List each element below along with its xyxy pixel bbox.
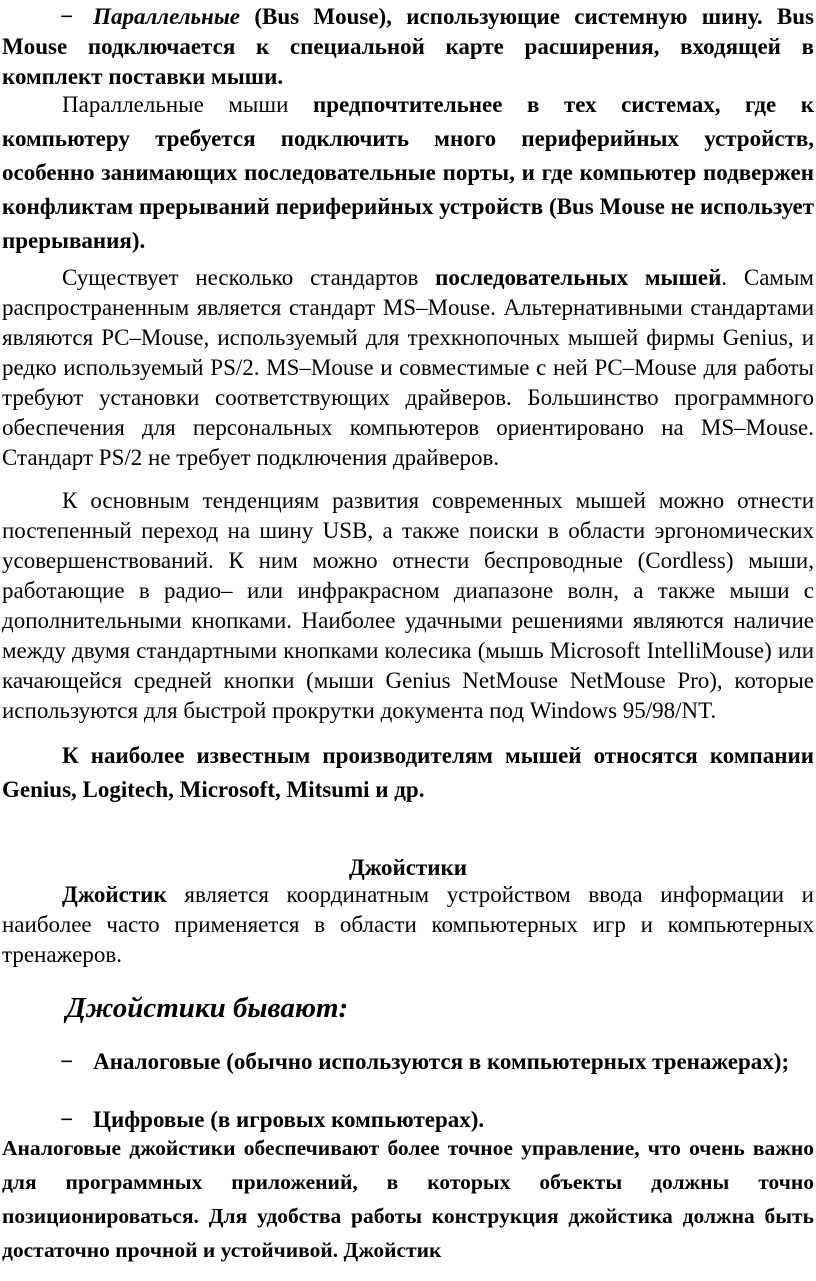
paragraph-serial-standards: [2, 263, 814, 473]
paragraph-text: К основным тенденциям развития современных мышей можно отнести постепенный переход на шину USB, а также поиски в области эргономических усовершенствований. К ним можно отнести беспроводные (Cordless) мыши, работающие в радио– или инфракрасном диапазоне волн, а также мыши с дополнительными кнопками. Наиболее удачными решениями являются наличие между двумя стандартными кнопками колесика (мышь Microsoft IntelliMouse) или качающейся средней кнопки (мыши Genius NetMouse NetMouse Pro), которые используются для быстрой прокрутки документа под Windows 95/98/NT.: [2, 488, 814, 723]
list-dash: −: [60, 1049, 74, 1074]
paragraph-parallel-mice: [2, 2, 814, 92]
paragraph-bold-text: предпочтительнее в тех системах, где к компьютеру требуется подключить много периферийных устройств, особенно занимающих последовательные порты, и где компьютер подвержен конфликтам прерываний периферийных устройств (Bus Mouse не использует прерывания).: [2, 92, 814, 253]
subheading-joystick-types: Джойстики бывают:: [66, 992, 349, 1024]
paragraph-analog-joysticks: [2, 1131, 814, 1267]
list-dash: −: [60, 1107, 74, 1132]
list-item-text: Аналоговые (обычно используются в компьютерных тренажерах);: [93, 1049, 790, 1074]
paragraph-text: К наиболее известным производителям мышей относятся компании Genius, Logitech, Microsoft, Mitsumi и др.: [2, 743, 814, 802]
paragraph-text: (Bus Mouse), использующие системную шину. Bus Mouse подключается к специальной карте расширения, входящей в комплект поставки мыши.: [2, 4, 814, 89]
paragraph-manufacturers: [2, 739, 814, 807]
list-item: [2, 1047, 814, 1077]
paragraph-text: является координатным устройством ввода информации и наиболее часто применяется в области компьютерных игр и компьютерных тренажеров.: [2, 882, 814, 967]
term-parallel: Параллельные: [93, 4, 240, 29]
term-joystick: Джойстик: [62, 882, 167, 907]
paragraph-text: Параллельные мыши: [62, 92, 313, 117]
paragraph-text: . Самым распространенным является стандарт MS–Mouse. Альтернативными стандартами являются PC–Mouse, используемый для трехкнопочных мышей фирмы Genius, и редко используемый PS/2. MS–Mouse и совместимые с ней PC–Mouse для работы требуют установки соответствующих драйверов. Большинство программного обеспечения для персональных компьютеров ориентировано на MS–Mouse. Стандарт PS/2 не требует подключения драйверов.: [2, 265, 814, 470]
paragraph-text: Аналоговые джойстики обеспечивают более точное управление, что очень важно для программных приложений, в которых объекты должны точно позиционироваться. Для удобства работы конструкция джойстика должна быть достаточно прочной и устойчивой. Джойстик: [2, 1136, 814, 1262]
list-item-text: Цифровые (в игровых компьютерах).: [93, 1107, 485, 1132]
paragraph-trends: [2, 486, 814, 726]
paragraph-text: Существует несколько стандартов: [62, 265, 436, 290]
paragraph-joystick-definition: [2, 880, 814, 970]
list-dash: −: [60, 4, 74, 29]
paragraph-parallel-preferable: [2, 88, 814, 258]
section-heading-joysticks: Джойстики: [349, 855, 467, 880]
term-serial-mice: последовательных мышей: [435, 265, 722, 290]
